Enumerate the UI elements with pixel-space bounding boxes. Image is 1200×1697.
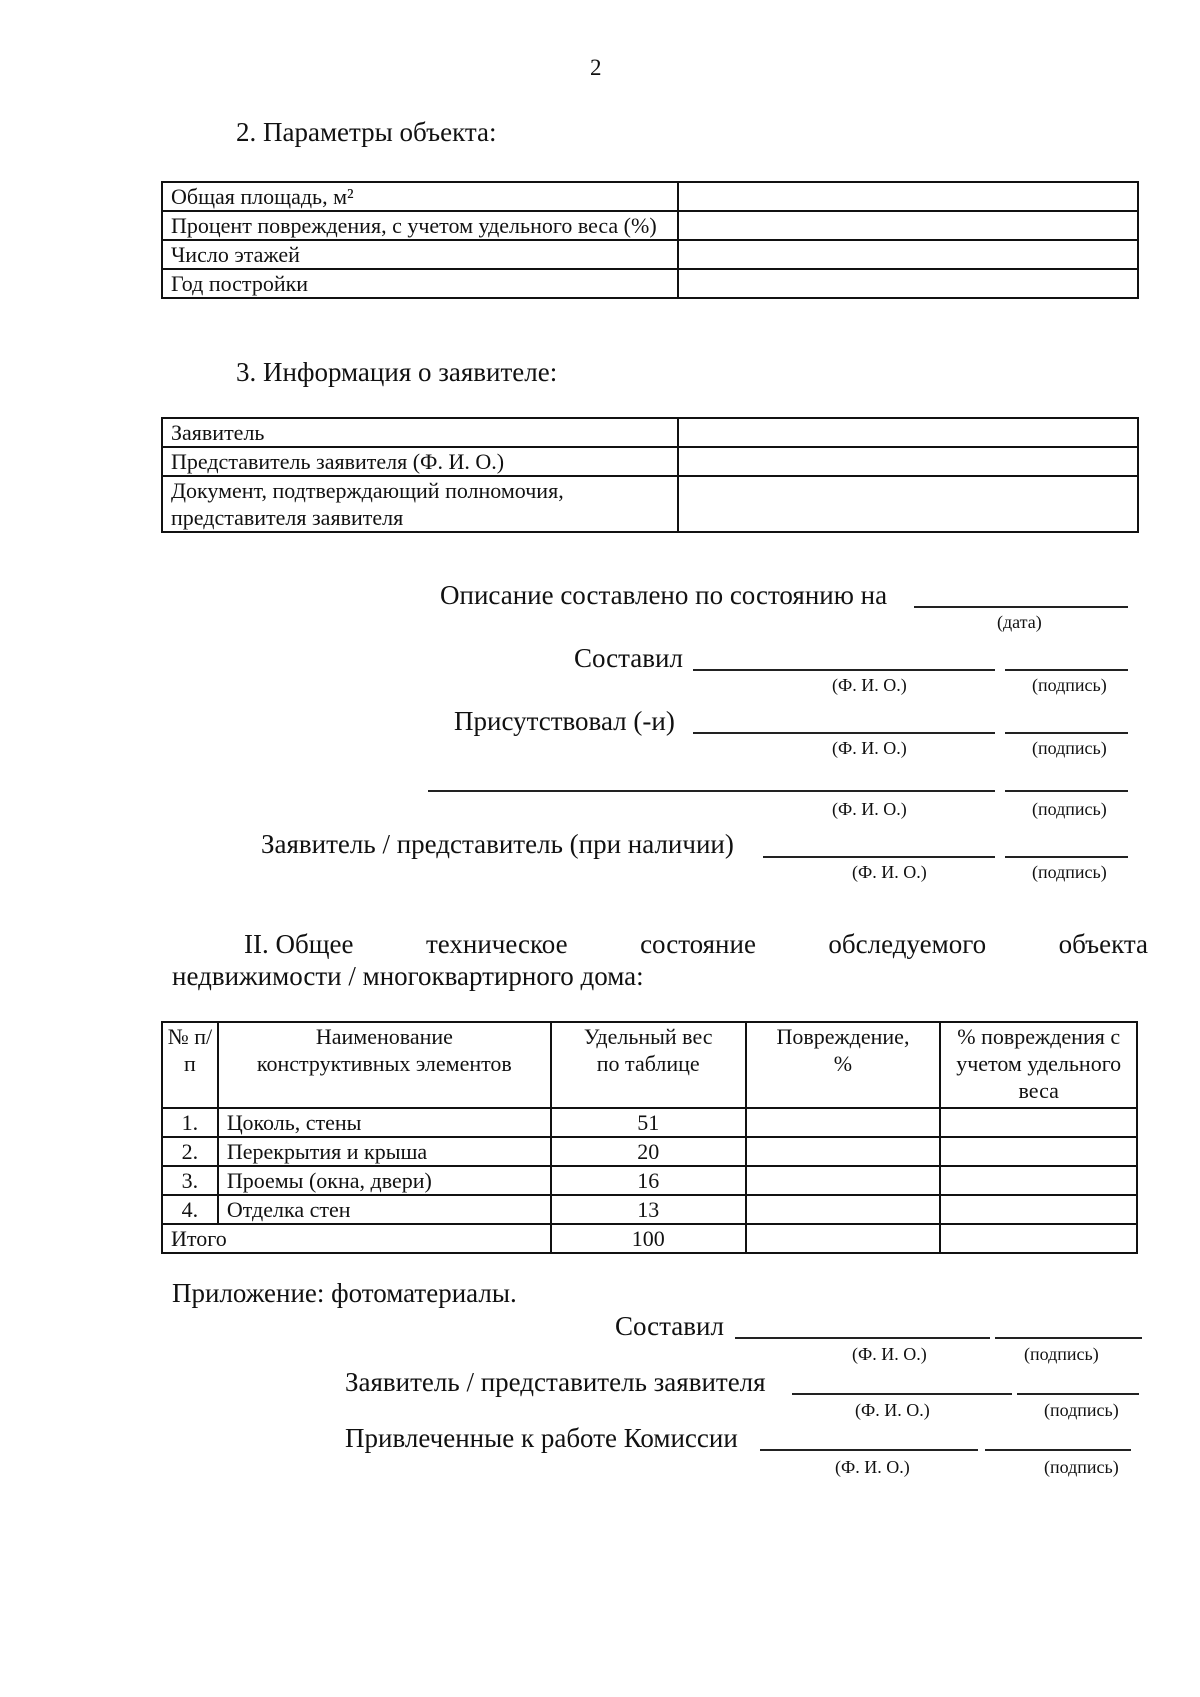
present-signature-line[interactable]	[1005, 732, 1128, 734]
date-label: Описание составлено по состоянию на	[440, 580, 888, 610]
applicant-fio-line[interactable]	[763, 856, 995, 858]
present-extra-fio-caption: (Ф. И. О.)	[832, 799, 907, 819]
param-value-damage[interactable]	[678, 211, 1138, 240]
appendix-compiled-signature-caption: (подпись)	[1024, 1344, 1099, 1364]
row-damage[interactable]	[746, 1195, 941, 1224]
row-name: Проемы (окна, двери)	[218, 1166, 551, 1195]
date-line[interactable]	[914, 606, 1128, 608]
representative-label: Представитель заявителя (Ф. И. О.)	[162, 447, 678, 476]
row-name: Цоколь, стены	[218, 1108, 551, 1137]
param-value-area[interactable]	[678, 182, 1138, 211]
date-caption: (дата)	[997, 612, 1042, 632]
appendix-applicant-signature-line[interactable]	[1017, 1393, 1139, 1395]
heading-word: техническое	[425, 929, 568, 959]
page-number: 2	[590, 55, 602, 80]
table-row	[162, 1195, 1137, 1224]
section-3-heading: 3. Информация о заявителе:	[236, 357, 558, 387]
param-value-year[interactable]	[678, 269, 1138, 298]
object-parameters-table	[161, 181, 1139, 299]
appendix-compiled-label: Составил	[615, 1311, 724, 1341]
table-header-row	[162, 1022, 1137, 1108]
compiled-signature-line[interactable]	[1005, 669, 1128, 671]
compiled-fio-line[interactable]	[693, 669, 995, 671]
section-ii-heading-line1	[244, 929, 1148, 960]
present-extra-signature-caption: (подпись)	[1032, 799, 1107, 819]
table-row	[162, 476, 1138, 532]
present-fio-caption: (Ф. И. О.)	[832, 738, 907, 758]
authority-document-label: Документ, подтверждающий полномочия, представителя заявителя	[162, 476, 678, 532]
appendix-commission-signature-caption: (подпись)	[1044, 1457, 1119, 1477]
total-damage[interactable]	[746, 1224, 941, 1253]
row-number: 1.	[162, 1108, 218, 1137]
param-label-damage: Процент повреждения, с учетом удельного веса (%)	[162, 211, 678, 240]
applicant-signature-caption: (подпись)	[1032, 862, 1107, 882]
appendix-label: Приложение: фотоматериалы.	[172, 1278, 517, 1308]
row-weighted[interactable]	[940, 1166, 1137, 1195]
appendix-commission-label: Привлеченные к работе Комиссии	[345, 1423, 738, 1453]
row-number: 3.	[162, 1166, 218, 1195]
row-weighted[interactable]	[940, 1195, 1137, 1224]
row-name: Отделка стен	[218, 1195, 551, 1224]
col-header-weight: Удельный вес по таблице	[551, 1022, 746, 1108]
row-damage[interactable]	[746, 1108, 941, 1137]
row-damage[interactable]	[746, 1137, 941, 1166]
row-weight: 20	[551, 1137, 746, 1166]
authority-document-value[interactable]	[678, 476, 1138, 532]
total-weighted[interactable]	[940, 1224, 1137, 1253]
appendix-applicant-label: Заявитель / представитель заявителя	[345, 1367, 766, 1397]
appendix-compiled-fio-caption: (Ф. И. О.)	[852, 1344, 927, 1364]
param-label-floors: Число этажей	[162, 240, 678, 269]
total-weight: 100	[551, 1224, 746, 1253]
row-weighted[interactable]	[940, 1108, 1137, 1137]
table-row	[162, 211, 1138, 240]
row-weight: 16	[551, 1166, 746, 1195]
appendix-applicant-signature-caption: (подпись)	[1044, 1400, 1119, 1420]
heading-word: II. Общее	[244, 929, 354, 959]
row-weighted[interactable]	[940, 1137, 1137, 1166]
row-number: 4.	[162, 1195, 218, 1224]
heading-word: состояние	[640, 929, 756, 959]
param-label-area: Общая площадь, м²	[162, 182, 678, 211]
row-damage[interactable]	[746, 1166, 941, 1195]
table-row	[162, 269, 1138, 298]
appendix-compiled-fio-line[interactable]	[735, 1337, 990, 1339]
table-row	[162, 447, 1138, 476]
present-fio-line[interactable]	[693, 732, 995, 734]
present-extra-signature-line[interactable]	[1005, 790, 1128, 792]
applicant-sign-label: Заявитель / представитель (при наличии)	[261, 829, 734, 859]
applicant-value[interactable]	[678, 418, 1138, 447]
col-header-damage: Повреждение, %	[746, 1022, 941, 1108]
heading-word: обследуемого	[828, 929, 987, 959]
row-name: Перекрытия и крыша	[218, 1137, 551, 1166]
param-value-floors[interactable]	[678, 240, 1138, 269]
row-weight: 51	[551, 1108, 746, 1137]
table-total-row	[162, 1224, 1137, 1253]
compiled-signature-caption: (подпись)	[1032, 675, 1107, 695]
table-row	[162, 240, 1138, 269]
table-row	[162, 1137, 1137, 1166]
compiled-fio-caption: (Ф. И. О.)	[832, 675, 907, 695]
appendix-commission-signature-line[interactable]	[985, 1449, 1131, 1451]
compiled-label: Составил	[574, 643, 683, 673]
applicant-fio-caption: (Ф. И. О.)	[852, 862, 927, 882]
param-label-year: Год постройки	[162, 269, 678, 298]
appendix-applicant-fio-line[interactable]	[792, 1393, 1012, 1395]
table-row	[162, 1108, 1137, 1137]
structural-elements-table	[161, 1021, 1138, 1254]
col-header-weighted: % повреждения с учетом удельного веса	[940, 1022, 1137, 1108]
total-label: Итого	[162, 1224, 551, 1253]
representative-value[interactable]	[678, 447, 1138, 476]
present-label: Присутствовал (-и)	[454, 706, 675, 736]
section-2-heading: 2. Параметры объекта:	[236, 117, 497, 147]
present-extra-fio-line[interactable]	[428, 790, 995, 792]
row-number: 2.	[162, 1137, 218, 1166]
appendix-compiled-signature-line[interactable]	[995, 1337, 1142, 1339]
applicant-info-table	[161, 417, 1139, 533]
col-header-name: Наименование конструктивных элементов	[218, 1022, 551, 1108]
table-row	[162, 1166, 1137, 1195]
appendix-commission-fio-caption: (Ф. И. О.)	[835, 1457, 910, 1477]
row-weight: 13	[551, 1195, 746, 1224]
section-ii-heading-line2: недвижимости / многоквартирного дома:	[172, 961, 644, 991]
present-signature-caption: (подпись)	[1032, 738, 1107, 758]
appendix-applicant-fio-caption: (Ф. И. О.)	[855, 1400, 930, 1420]
applicant-signature-line[interactable]	[1005, 856, 1128, 858]
appendix-commission-fio-line[interactable]	[760, 1449, 978, 1451]
table-row	[162, 418, 1138, 447]
table-row	[162, 182, 1138, 211]
col-header-number: № п/п	[162, 1022, 218, 1108]
applicant-label: Заявитель	[162, 418, 678, 447]
heading-word: объекта	[1058, 929, 1148, 959]
